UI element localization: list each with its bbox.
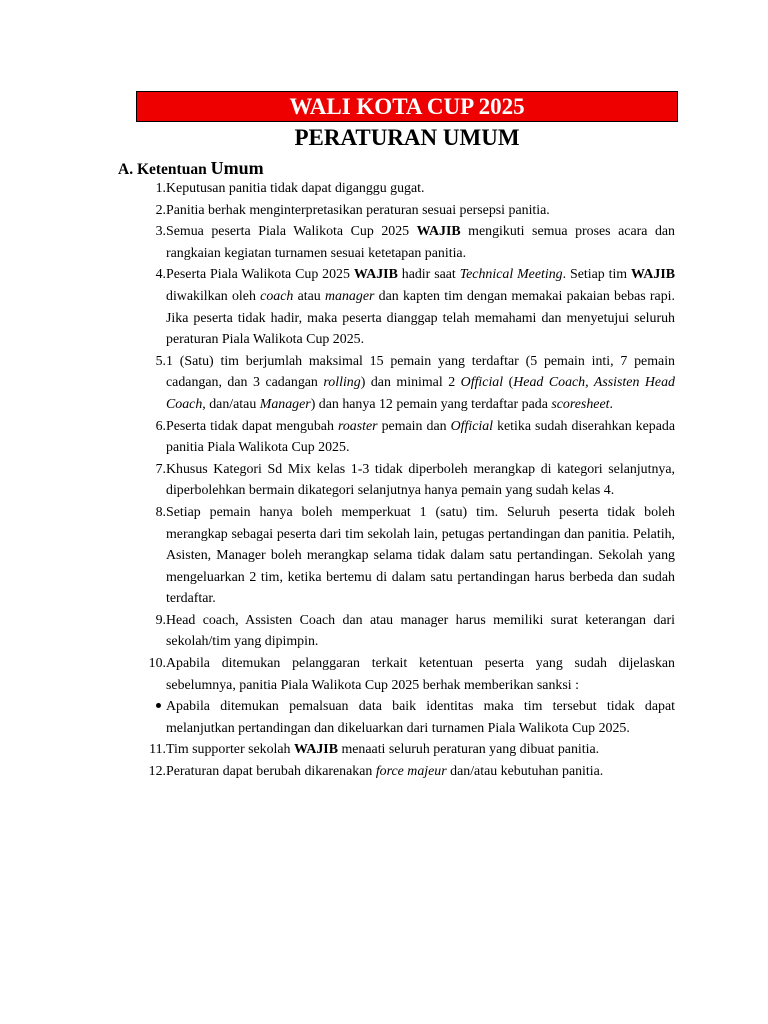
list-text: Tim supporter sekolah WAJIB menaati seluruh peraturan yang dibuat panitia. — [166, 742, 600, 758]
list-item — [140, 739, 675, 761]
list-text: Peraturan dapat berubah dikarenakan force majeur dan/atau kebutuhan panitia. — [166, 764, 604, 780]
list-number: 11. — [149, 742, 166, 758]
list-number: 9. — [155, 612, 166, 628]
list-item — [140, 178, 675, 200]
list-number: 10. — [148, 656, 166, 672]
list-number: 1. — [155, 181, 166, 196]
section-heading-suffix: Umum — [210, 158, 264, 178]
list-item — [140, 459, 675, 502]
list-number: 12. — [148, 764, 166, 780]
page-title: PERATURAN UMUM — [294, 125, 520, 150]
list-text: Setiap pemain hanya boleh memperkuat 1 (satu) tim. Seluruh peserta tidak boleh merangkap sebagai peserta dari tim sekolah lain, petugas pertandingan dan panitia. Pelatih, Asisten, Manager boleh merangkap selama tidak dalam satu pertandingan. Sekolah yang mengeluarkan 2 tim, ketika bertemu di dalam satu pertandingan harus berbeda dan sudah terdaftar. — [166, 504, 675, 607]
list-item — [140, 761, 675, 783]
list-text: Semua peserta Piala Walikota Cup 2025 WAJIB mengikuti semua proses acara dan rangkaian kegiatan turnamen sesuai ketetapan panitia. — [166, 224, 675, 261]
list-item — [140, 610, 675, 653]
list-number: 7. — [155, 461, 166, 477]
list-text: Peserta tidak dapat mengubah roaster pemain dan Official ketika sudah diserahkan kepada panitia Piala Walikota Cup 2025. — [166, 418, 675, 456]
bullet-icon — [140, 696, 166, 708]
list-text: 1 (Satu) tim berjumlah maksimal 15 pemain yang terdaftar (5 pemain inti, 7 pemain cadangan, dan 3 cadangan rolling) dan minimal 2 Official (Head Coach, Assisten Head Coach, dan/atau Manager) dan hanya 12 pemain yang terdaftar pada scoresheet. — [166, 353, 675, 412]
list-number: 2. — [155, 202, 166, 218]
list-item — [140, 264, 675, 350]
section-heading-prefix: A. Ketentuan — [118, 161, 207, 178]
list-text: Apabila ditemukan pemalsuan data baik identitas maka tim tersebut tidak dapat melanjutkan pertandingan dan dikeluarkan dari turnamen Piala Walikota Cup 2025. — [166, 699, 675, 736]
banner-title: WALI KOTA CUP 2025 — [136, 91, 678, 122]
list-item — [140, 221, 675, 264]
list-item — [140, 502, 675, 610]
list-text: Apabila ditemukan pelanggaran terkait ketentuan peserta yang sudah dijelaskan sebelumnya, panitia Piala Walikota Cup 2025 berhak memberikan sanksi : — [166, 656, 675, 693]
rules-list — [140, 178, 675, 783]
list-number: 6. — [155, 418, 166, 434]
list-text: Peserta Piala Walikota Cup 2025 WAJIB hadir saat Technical Meeting. Setiap tim WAJIB diwakilkan oleh coach atau manager dan kapten tim dengan memakai pakaian bebas rapi. Jika peserta tidak hadir, maka peserta dianggap telah memahami dan menyetujui seluruh peraturan Piala Walikota Cup 2025. — [166, 267, 676, 348]
list-item — [140, 416, 675, 459]
list-text: Head coach, Assisten Coach dan atau manager harus memiliki surat keterangan dari sekolah/tim yang dipimpin. — [166, 612, 675, 650]
list-number: 4. — [155, 267, 166, 283]
list-number: 3. — [155, 224, 166, 240]
list-number: 8. — [155, 504, 166, 520]
list-number: 5. — [155, 353, 166, 369]
list-item — [140, 200, 675, 222]
list-item-bullet — [140, 696, 675, 739]
list-text: Keputusan panitia tidak dapat diganggu gugat. — [166, 181, 425, 196]
list-text: Panitia berhak menginterpretasikan peraturan sesuai persepsi panitia. — [166, 202, 550, 218]
list-item — [140, 653, 675, 696]
list-item — [140, 351, 675, 416]
list-text: Khusus Kategori Sd Mix kelas 1-3 tidak diperboleh merangkap di kategori selanjutnya, diperbolehkan bermain dikategori selanjutnya hanya pemain yang sudah kelas 4. — [166, 461, 675, 499]
